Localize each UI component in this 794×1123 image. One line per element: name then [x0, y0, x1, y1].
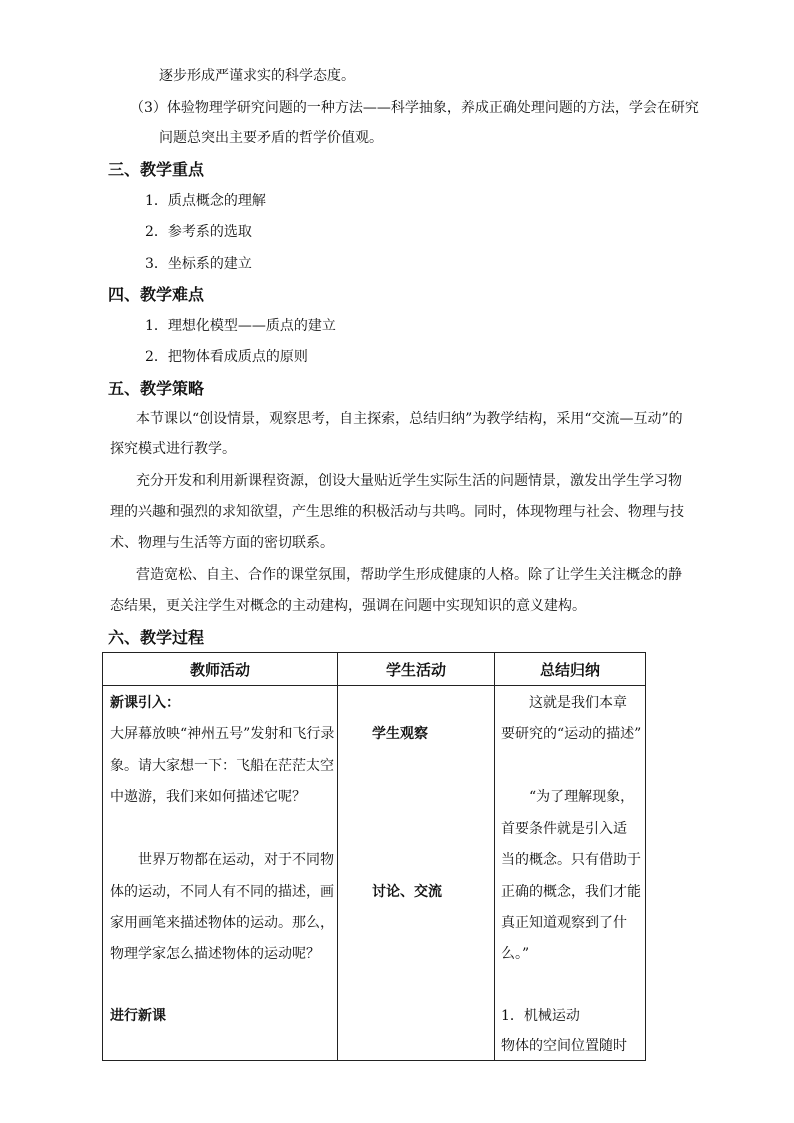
quote-line: 正确的概念，我们才能	[501, 884, 641, 900]
list-item: 1．质点概念的理解	[145, 193, 266, 209]
paragraph-line: 充分开发和利用新课程资源，创设大量贴近学生实际生活的问题情景，激发出学生学习物	[136, 473, 682, 489]
student-observe: 学生观察	[372, 726, 428, 742]
summary-line: 要研究的“运动的描述”	[501, 726, 642, 742]
summary-line: 这就是我们本章	[529, 695, 627, 711]
section-heading-teaching-strategy: 五、教学策略	[108, 379, 205, 398]
student-discuss: 讨论、交流	[372, 884, 442, 900]
teacher-line: 大屏幕放映“神州五号”发射和飞行录	[110, 726, 335, 742]
list-item: 2．把物体看成质点的原则	[145, 349, 308, 365]
paragraph-line: 态结果，更关注学生对概念的主动建构，强调在问题中实现知识的意义建构。	[110, 598, 586, 614]
intro-title: 新课引入：	[110, 695, 180, 711]
section-heading-teaching-focus: 三、教学重点	[108, 160, 205, 179]
new-lesson-title: 进行新课	[110, 1008, 166, 1024]
teacher-line: 世界万物都在运动，对于不同物	[138, 852, 334, 868]
paragraph-line: 术、物理与生活等方面的密切联系。	[110, 535, 334, 551]
column-header-summary: 总结归纳	[495, 653, 646, 686]
paragraph-line: 营造宽松、自主、合作的课堂氛围，帮助学生形成健康的人格。除了让学生关注概念的静	[136, 567, 682, 583]
list-item: 3．坐标系的建立	[145, 256, 252, 272]
intro-line: 问题总突出主要矛盾的哲学价值观。	[159, 130, 383, 146]
summary-cell	[495, 686, 646, 1061]
teacher-line: 家用画笔来描述物体的运动。那么，	[110, 915, 334, 931]
teacher-line: 物理学家怎么描述物体的运动呢？	[110, 946, 320, 962]
paragraph-line: 理的兴趣和强烈的求知欲望，产生思维的积极活动与共鸣。同时，体现物理与社会、物理与技	[110, 504, 684, 520]
column-header-teacher: 教师活动	[103, 653, 338, 686]
student-activity-cell	[338, 686, 495, 1061]
teacher-line: 体的运动，不同人有不同的描述，画	[110, 884, 334, 900]
section-heading-teaching-process: 六、教学过程	[108, 628, 205, 647]
teacher-line: 象。请大家想一下：飞船在茫茫太空	[110, 758, 334, 774]
quote-line: 当的概念。只有借助于	[501, 852, 641, 868]
list-item: 2．参考系的选取	[145, 224, 252, 240]
section-heading-teaching-difficulty: 四、教学难点	[108, 285, 205, 304]
quote-line: 么。”	[501, 946, 530, 962]
paragraph-line: 探究模式进行教学。	[110, 441, 236, 457]
intro-line: （3）体验物理学研究问题的一种方法——科学抽象，养成正确处理问题的方法，学会在研究	[130, 100, 699, 116]
teacher-activity-cell	[103, 686, 338, 1061]
teacher-line: 中遨游，我们来如何描述它呢？	[110, 789, 306, 805]
list-item: 1．理想化模型——质点的建立	[145, 318, 336, 334]
quote-line: 首要条件就是引入适	[501, 821, 627, 837]
summary-line: 物体的空间位置随时	[501, 1038, 627, 1054]
column-header-student: 学生活动	[338, 653, 495, 686]
summary-line: 1．机械运动	[501, 1008, 580, 1024]
intro-line: 逐步形成严谨求实的科学态度。	[159, 68, 355, 84]
quote-line: 真正知道观察到了什	[501, 915, 627, 931]
teaching-process-table	[102, 652, 646, 1061]
paragraph-line: 本节课以“创设情景，观察思考，自主探索，总结归纳”为教学结构，采用“交流—互动”的	[136, 411, 683, 427]
quote-line: “为了理解现象，	[529, 789, 635, 805]
